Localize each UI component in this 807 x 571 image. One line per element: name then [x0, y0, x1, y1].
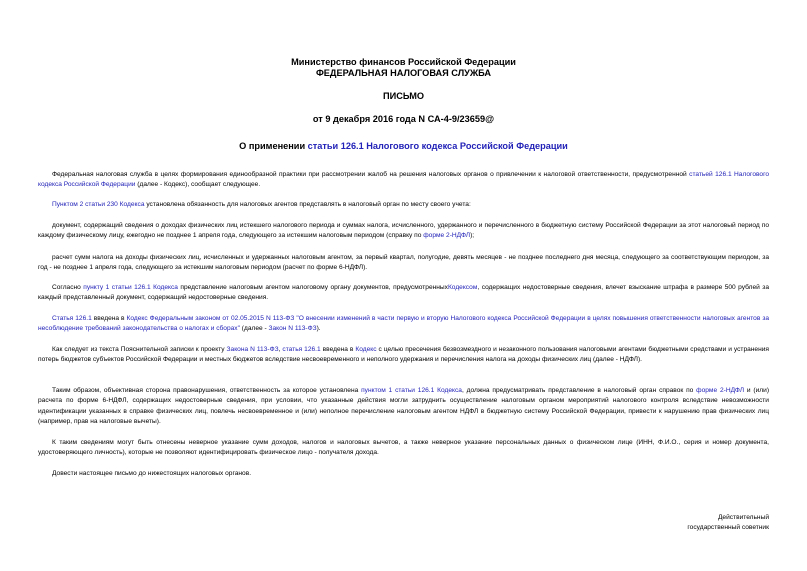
- text: расчет сумм налога на доходы физических лиц, исчисленных и удержанных налоговым агентом, за первый квартал, полугодие, девять месяцев - не позднее последнего дня месяца, следующего за соответствующим периодом, за год - не позднее 1 апреля года, следующего за истекшим налоговым периодом (расчет по форме 6-НДФЛ).: [38, 254, 769, 272]
- service-title: ФЕДЕРАЛЬНАЯ НАЛОГОВАЯ СЛУЖБА: [315, 68, 492, 78]
- text: ).: [316, 325, 321, 333]
- text: К таким сведениям могут быть отнесены неверное указание сумм доходов, налогов и налоговых вычетов, а также неверное указание персональных данных о физическом лице (ИНН, Ф.И.О., серия и номер документа, удостоверяющего личность), которые не позволяют идентифицировать физическое лицо - получателя дохода.: [38, 439, 769, 457]
- link-article-126-1-b[interactable]: Статья 126.1: [52, 315, 92, 322]
- paragraph-7: [38, 345, 769, 366]
- link-article-126-1-c[interactable]: статья 126.1: [282, 346, 321, 353]
- text: , должна предусматривать представление в налоговый орган справок по: [461, 387, 697, 394]
- paragraph-1: [38, 170, 769, 191]
- paragraph-10: [38, 469, 769, 479]
- text: представление налоговым агентом налоговому органу документов, предусмотренных: [177, 284, 448, 291]
- text: , содержащих недостоверные сведения, влечет взыскание штрафа в размере 500 рублей за каждый представленный документ, содержащий недостоверные сведения.: [38, 284, 769, 302]
- text: );: [470, 232, 475, 240]
- subject-link[interactable]: статьи 126.1 Налогового кодекса Российской Федерации: [307, 141, 568, 151]
- paragraph-2: [38, 200, 769, 210]
- signature-block: [687, 513, 769, 533]
- signature-line-1: Действительный: [717, 514, 769, 521]
- paragraph-3: [38, 221, 769, 242]
- text: Довести настоящее письмо до нижестоящих налоговых органов.: [52, 470, 252, 477]
- link-federal-law-113[interactable]: Кодекс Федеральным законом от 02.05.2015 N 113-ФЗ "О внесении изменений в части первую и вторую Налогового кодекса Российской Федерации в целях повышения ответственности налоговых агентов за несоблюдение требований законодательства о налогах и сборах": [38, 315, 770, 333]
- link-law-113[interactable]: Закон N 113-ФЗ: [268, 325, 317, 333]
- signature-line-2: государственный советник: [687, 524, 769, 531]
- text: документ, содержащий сведения о доходах физических лиц истекшего налогового периода и суммах налога, исчисленного, удержанного и перечисленного в бюджетную систему Российской Федерации за этот налоговый период по каждому физическому лицу, ежегодно не позднее 1 апреля года, следующего за истекшим налоговым периодом (справку по: [38, 222, 769, 240]
- link-code-b[interactable]: Кодекс: [355, 346, 377, 353]
- text: введена в: [91, 315, 127, 322]
- paragraph-9: [38, 438, 769, 459]
- link-article-126-1-p1-b[interactable]: пунктом 1 статьи 126.1 Кодекса: [361, 387, 462, 394]
- text: (далее -: [239, 325, 269, 333]
- text: введена в: [320, 346, 356, 353]
- text: Федеральная налоговая служба в целях формирования единообразной практики при рассмотрении жалоб на решения налоговых органов о привлечении к налоговой ответственности, предусмотренной: [52, 171, 690, 178]
- document-type: ПИСЬМО: [382, 91, 425, 101]
- text: ,: [278, 346, 283, 353]
- text: Согласно: [52, 284, 84, 291]
- link-form-2-ndfl[interactable]: форме 2-НДФЛ: [423, 232, 471, 240]
- link-code[interactable]: Кодексом: [447, 284, 478, 291]
- link-form-2-ndfl-b[interactable]: форме 2-НДФЛ: [696, 387, 745, 394]
- text: и (или) расчета по форме 6-НДФЛ, содержащих недостоверные сведения, при условии, что указанные действия могли затруднить осуществление налоговым органом мероприятий налогового контроля вследствие невозможности идентификации указанных в справке физических лиц, повлечь несвоевременное и (или) неполное перечисление налоговым агентом НДФЛ в бюджетную систему Российской Федерации, привести к нарушению прав физических лиц (например, прав на налоговые вычеты).: [38, 387, 770, 426]
- text: Как следует из текста Пояснительной записки к проекту: [52, 346, 227, 353]
- paragraph-5: [38, 283, 769, 304]
- document-date: от 9 декабря 2016 года N СА-4-9/23659@: [312, 114, 495, 124]
- link-law-113-b[interactable]: Закона N 113-ФЗ: [226, 346, 279, 353]
- subject-prefix: О применении: [239, 141, 308, 151]
- paragraph-8: [38, 386, 769, 428]
- text: Таким образом, объективная сторона правонарушения, ответственность за которое установлена: [52, 387, 362, 394]
- ministry-title: Министерство финансов Российской Федерации: [291, 57, 516, 67]
- text: с целью пресечения безвозмездного и незаконного пользования налоговыми агентами бюджетными средствами и устранения потерь бюджетов субъектов Российской Федерации и местных бюджетов вследствие несвоевременного и неполного удержания и перечисления налога на доходы физических лиц (далее - НДФЛ).: [38, 346, 769, 364]
- text: (далее - Кодекс), сообщает следующее.: [135, 181, 261, 189]
- link-article-126-1-p1[interactable]: пункту 1 статьи 126.1 Кодекса: [83, 284, 178, 291]
- document-subject: [0, 141, 807, 152]
- text: установлена обязанность для налоговых агентов представлять в налоговый орган по месту своего учета:: [144, 201, 471, 208]
- paragraph-4: [38, 253, 769, 274]
- paragraph-6: [38, 314, 769, 335]
- link-article-126-1[interactable]: статьей 126.1 Налогового кодекса Российской Федерации: [38, 171, 770, 189]
- link-article-230[interactable]: Пунктом 2 статьи 230 Кодекса: [52, 201, 145, 208]
